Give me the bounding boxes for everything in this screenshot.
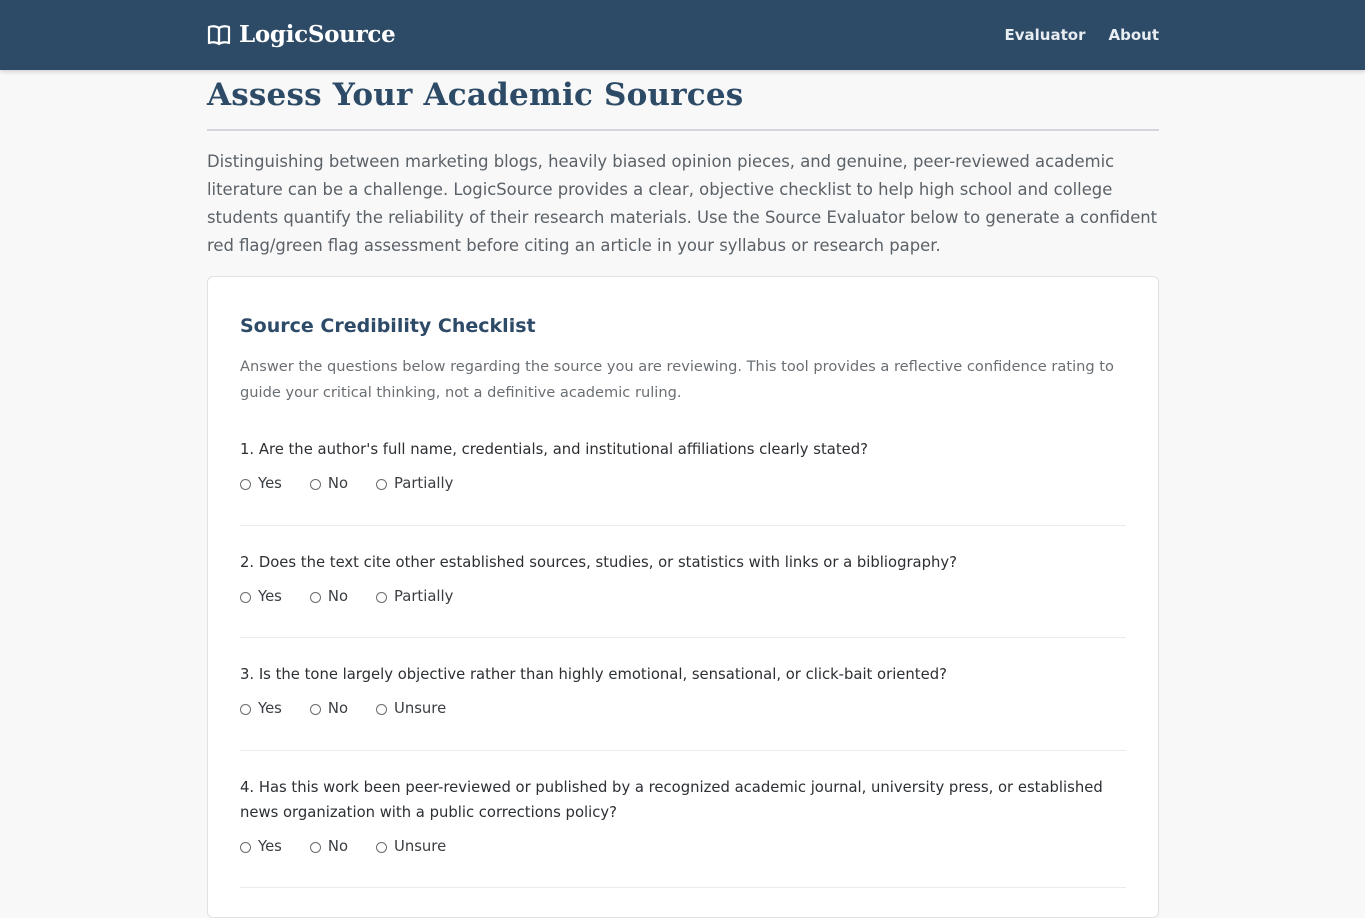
question-2 bbox=[240, 550, 1126, 607]
answer-options bbox=[240, 837, 1126, 857]
radio-button[interactable] bbox=[310, 592, 321, 603]
radio-button[interactable] bbox=[240, 704, 251, 715]
question-text: 1. Are the author's full name, credentials, and institutional affiliations clearly stated? bbox=[240, 441, 868, 458]
nav-link-evaluator[interactable]: Evaluator bbox=[1004, 26, 1086, 44]
option-label: Yes bbox=[258, 838, 282, 855]
question-text: 3. Is the tone largely objective rather than highly emotional, sensational, or click-bait oriented? bbox=[240, 666, 947, 683]
option-yes[interactable] bbox=[240, 837, 282, 857]
checklist-title: Source Credibility Checklist bbox=[240, 315, 536, 337]
radio-button[interactable] bbox=[240, 842, 251, 853]
option-label: Partially bbox=[394, 475, 454, 492]
option-yes[interactable] bbox=[240, 474, 282, 494]
main-nav bbox=[982, 25, 1159, 45]
option-label: No bbox=[327, 700, 349, 717]
checklist-card bbox=[207, 276, 1159, 918]
question-text: 4. Has this work been peer-reviewed or published by a recognized academic journal, university press, or established news organization with a public corrections policy? bbox=[240, 779, 1103, 821]
question-4 bbox=[240, 775, 1126, 857]
option-no[interactable] bbox=[310, 587, 348, 607]
question-1 bbox=[240, 437, 1126, 494]
question-divider bbox=[240, 887, 1126, 888]
intro-paragraph: Distinguishing between marketing blogs, heavily biased opinion pieces, and genuine, peer-reviewed academic literature can be a challenge. LogicSource provides a clear, objective checklist to help high school and college students quantify the reliability of their research materials. Use the Source Evaluator below to generate a confident red flag/green flag assessment before citing an article in your syllabus or research paper. bbox=[207, 152, 1158, 255]
answer-options bbox=[240, 474, 1126, 494]
option-label: No bbox=[327, 588, 349, 605]
option-partially[interactable] bbox=[376, 587, 453, 607]
question-divider bbox=[240, 525, 1126, 526]
nav-link-about[interactable]: About bbox=[1108, 26, 1159, 44]
radio-button[interactable] bbox=[240, 479, 251, 490]
question-divider bbox=[240, 637, 1126, 638]
answer-options bbox=[240, 587, 1126, 607]
option-unsure[interactable] bbox=[376, 699, 446, 719]
option-partially[interactable] bbox=[376, 474, 453, 494]
open-book-icon bbox=[207, 24, 231, 46]
option-label: No bbox=[327, 475, 349, 492]
brand-logo-link[interactable] bbox=[207, 18, 395, 52]
option-no[interactable] bbox=[310, 474, 348, 494]
page-title: Assess Your Academic Sources bbox=[207, 77, 744, 113]
option-label: Yes bbox=[258, 700, 282, 717]
option-yes[interactable] bbox=[240, 699, 282, 719]
option-label: Yes bbox=[258, 588, 282, 605]
radio-button[interactable] bbox=[240, 592, 251, 603]
question-divider bbox=[240, 750, 1126, 751]
radio-button[interactable] bbox=[310, 842, 321, 853]
option-unsure[interactable] bbox=[376, 837, 446, 857]
option-no[interactable] bbox=[310, 699, 348, 719]
option-label: Unsure bbox=[394, 700, 447, 717]
radio-button[interactable] bbox=[376, 592, 387, 603]
top-navbar bbox=[0, 0, 1365, 70]
question-3 bbox=[240, 662, 1126, 719]
question-text: 2. Does the text cite other established sources, studies, or statistics with links or a bibliography? bbox=[240, 554, 957, 571]
option-label: Unsure bbox=[394, 838, 447, 855]
radio-button[interactable] bbox=[310, 704, 321, 715]
radio-button[interactable] bbox=[376, 704, 387, 715]
brand-name: LogicSource bbox=[239, 21, 396, 48]
option-label: No bbox=[327, 838, 349, 855]
answer-options bbox=[240, 699, 1126, 719]
option-no[interactable] bbox=[310, 837, 348, 857]
option-label: Partially bbox=[394, 588, 454, 605]
title-divider bbox=[207, 129, 1159, 131]
checklist-description: Answer the questions below regarding the source you are reviewing. This tool provides a reflective confidence rating to guide your critical thinking, not a definitive academic ruling. bbox=[240, 358, 1114, 401]
option-yes[interactable] bbox=[240, 587, 282, 607]
radio-button[interactable] bbox=[376, 479, 387, 490]
option-label: Yes bbox=[258, 475, 282, 492]
radio-button[interactable] bbox=[310, 479, 321, 490]
radio-button[interactable] bbox=[376, 842, 387, 853]
